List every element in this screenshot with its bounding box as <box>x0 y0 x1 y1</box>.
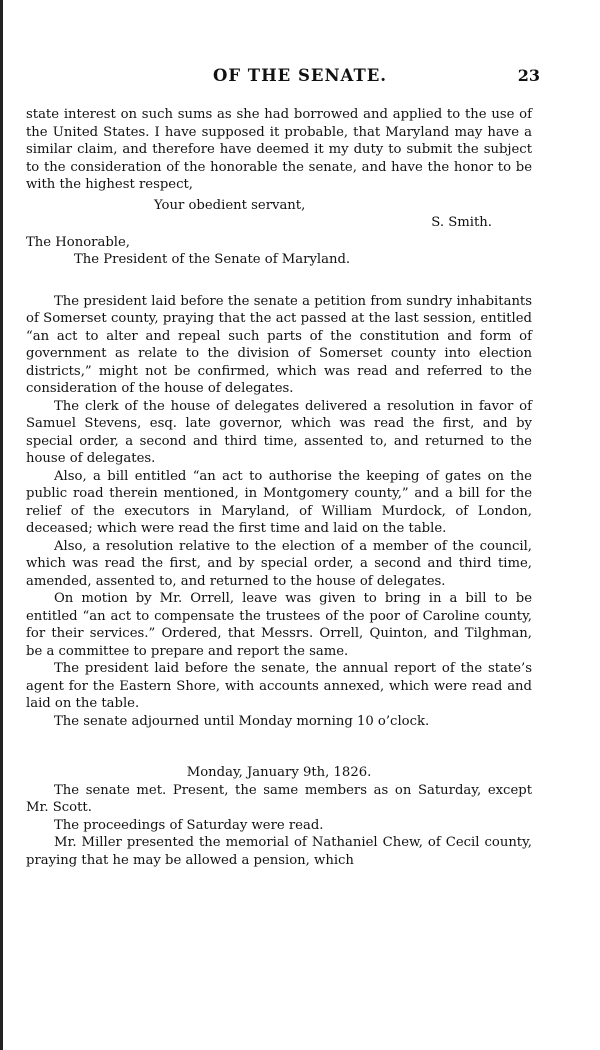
letter-closing: Your obedient servant, <box>154 197 306 213</box>
proceeding-paragraph: On motion by Mr. Orrell, leave was given to bring in a bill to be entitled “an act to compensate the trustees of the poor of Caroline county, for their services.” Ordered, that Messrs. Orrell, Quinton, and Tilghman, be a committee to prepare and report the same. <box>26 591 532 659</box>
page-number: 23 <box>517 66 540 85</box>
monday-paragraph: The senate met. Present, the same members as on Saturday, except Mr. Scott. <box>26 782 532 815</box>
date-heading: Monday, January 9th, 1826. <box>186 765 372 780</box>
proceeding-paragraph: Also, a resolution relative to the election of a member of the council, which was read the first, and by special order, a second and third time, amended, assented to, and returned to the house of delegates. <box>26 538 532 589</box>
letter-addressee: The President of the Senate of Maryland. <box>74 252 351 267</box>
letter-paragraph: state interest on such sums as she had borrowed and applied to the use of the United States. I have supposed it probable, that Maryland may have a similar claim, and therefore have deemed it my duty to submit the subject to the consideration of the honorable the senate, and have the honor to be with the highest respect, <box>26 107 532 192</box>
proceeding-paragraph: The president laid before the senate a petition from sundry inhabitants of Somerset county, praying that the act passed at the last session, entitled “an act to alter and repeal such parts of the constitution and form of government as relate to the division of Somerset county into election districts,” might not be confirmed, which was read and referred to the consideration of the house of delegates. <box>26 293 532 396</box>
proceeding-paragraph: The clerk of the house of delegates delivered a resolution in favor of Samuel Stevens, esq. late governor, which was read the first, and by special order, a second and third time, assented to, and returned to the house of delegates. <box>26 398 532 466</box>
monday-paragraph: Mr. Miller presented the memorial of Nathaniel Chew, of Cecil county, praying that he may be allowed a pension, which <box>26 835 532 868</box>
page-header <box>0 66 600 90</box>
adjournment-line: The senate adjourned until Monday morning 10 o’clock. <box>54 713 430 729</box>
monday-paragraph: The proceedings of Saturday were read. <box>54 817 324 833</box>
letter-salutation: The Honorable, <box>26 234 130 250</box>
page-edge <box>0 0 3 1050</box>
page-body <box>26 106 532 869</box>
letter-signature: S. Smith. <box>431 215 492 230</box>
running-title: OF THE SENATE. <box>212 66 388 85</box>
proceeding-paragraph: The president laid before the senate, the annual report of the state’s agent for the Eastern Shore, with accounts annexed, which were read and laid on the table. <box>26 661 532 711</box>
proceeding-paragraph: Also, a bill entitled “an act to authorise the keeping of gates on the public road therein mentioned, in Montgomery county,” and a bill for the relief of the executors in Maryland, of William Murdock, of London, deceased; which were read the first time and laid on the table. <box>26 468 532 536</box>
